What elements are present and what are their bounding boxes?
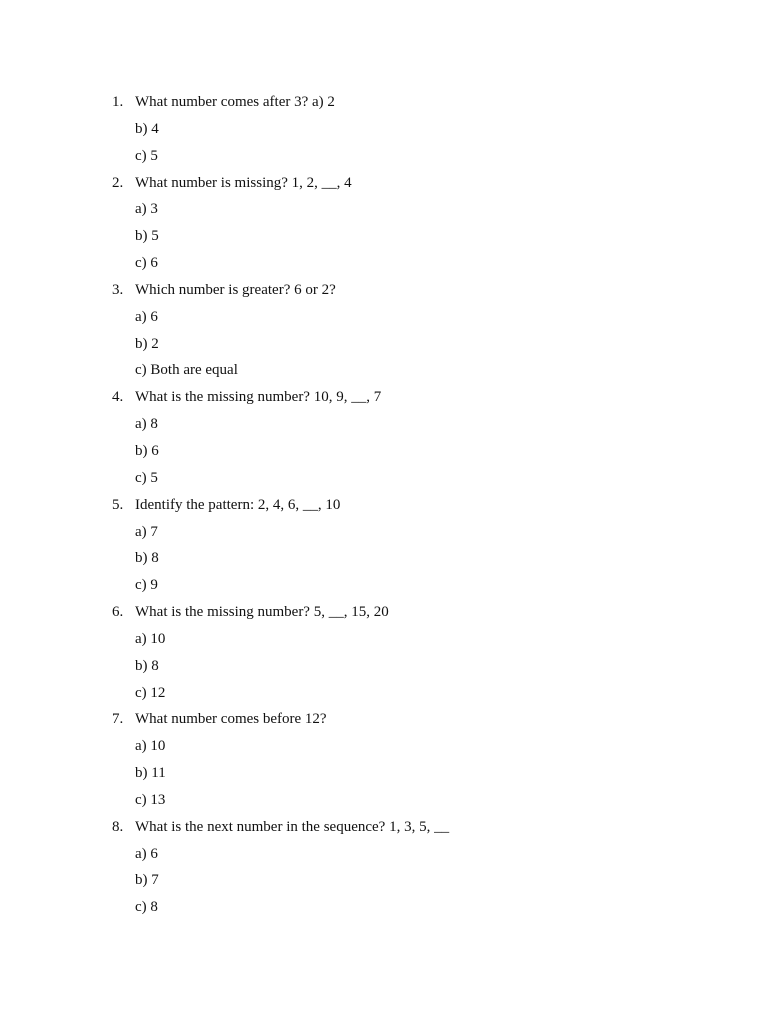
question-number: 7. bbox=[112, 711, 124, 728]
question-text: What is the missing number? 10, 9, __, 7 bbox=[135, 389, 382, 406]
answer-option: b) 8 bbox=[135, 550, 159, 567]
question-text: Which number is greater? 6 or 2? bbox=[135, 281, 336, 298]
answer-option: c) 12 bbox=[135, 684, 166, 701]
answer-option: b) 11 bbox=[135, 765, 166, 782]
question-list bbox=[112, 89, 712, 921]
question-text: Identify the pattern: 2, 4, 6, __, 10 bbox=[135, 496, 341, 513]
answer-option: b) 6 bbox=[135, 442, 159, 459]
question-line bbox=[112, 492, 712, 519]
question-number: 1. bbox=[112, 94, 124, 110]
answer-option: a) 10 bbox=[135, 738, 166, 755]
question-item bbox=[112, 170, 712, 277]
answer-option: a) 7 bbox=[135, 523, 158, 540]
question-item bbox=[112, 384, 712, 491]
answer-option: c) Both are equal bbox=[135, 362, 238, 379]
answer-option: b) 8 bbox=[135, 657, 159, 674]
answer-option: c) 5 bbox=[135, 469, 158, 486]
answer-option: a) 6 bbox=[135, 845, 158, 862]
answer-option: a) 10 bbox=[135, 630, 166, 647]
answer-option: b) 5 bbox=[135, 228, 159, 245]
question-number: 4. bbox=[112, 389, 124, 406]
question-text: What number is missing? 1, 2, __, 4 bbox=[135, 174, 352, 191]
question-text: What number comes after 3? a) 2 bbox=[135, 94, 335, 110]
question-line bbox=[112, 706, 712, 733]
question-line bbox=[112, 384, 712, 411]
question-item bbox=[112, 599, 712, 706]
question-item bbox=[112, 706, 712, 813]
question-text: What is the next number in the sequence? 1, 3, 5, __ bbox=[135, 818, 450, 835]
question-item bbox=[112, 277, 712, 384]
question-line bbox=[112, 814, 712, 841]
answer-option: c) 9 bbox=[135, 577, 158, 594]
question-number: 5. bbox=[112, 496, 124, 513]
answer-option: a) 8 bbox=[135, 416, 158, 433]
question-number: 6. bbox=[112, 604, 124, 621]
question-line bbox=[112, 277, 712, 304]
answer-option: c) 13 bbox=[135, 791, 166, 808]
question-number: 3. bbox=[112, 281, 124, 298]
answer-option: b) 7 bbox=[135, 872, 159, 889]
answer-option: a) 6 bbox=[135, 308, 158, 325]
question-item bbox=[112, 89, 712, 170]
question-number: 8. bbox=[112, 818, 124, 835]
question-line bbox=[112, 89, 712, 116]
answer-option: b) 2 bbox=[135, 335, 159, 352]
question-item bbox=[112, 814, 712, 921]
answer-option: c) 8 bbox=[135, 899, 158, 916]
question-text: What is the missing number? 5, __, 15, 20 bbox=[135, 604, 389, 621]
question-item bbox=[112, 492, 712, 599]
answer-option: a) 3 bbox=[135, 201, 158, 218]
question-number: 2. bbox=[112, 174, 124, 191]
question-line bbox=[112, 599, 712, 626]
question-text: What number comes before 12? bbox=[135, 711, 327, 728]
answer-option: c) 6 bbox=[135, 255, 158, 272]
answer-option: b) 4 bbox=[135, 120, 159, 137]
question-line bbox=[112, 170, 712, 197]
answer-option: c) 5 bbox=[135, 147, 158, 164]
